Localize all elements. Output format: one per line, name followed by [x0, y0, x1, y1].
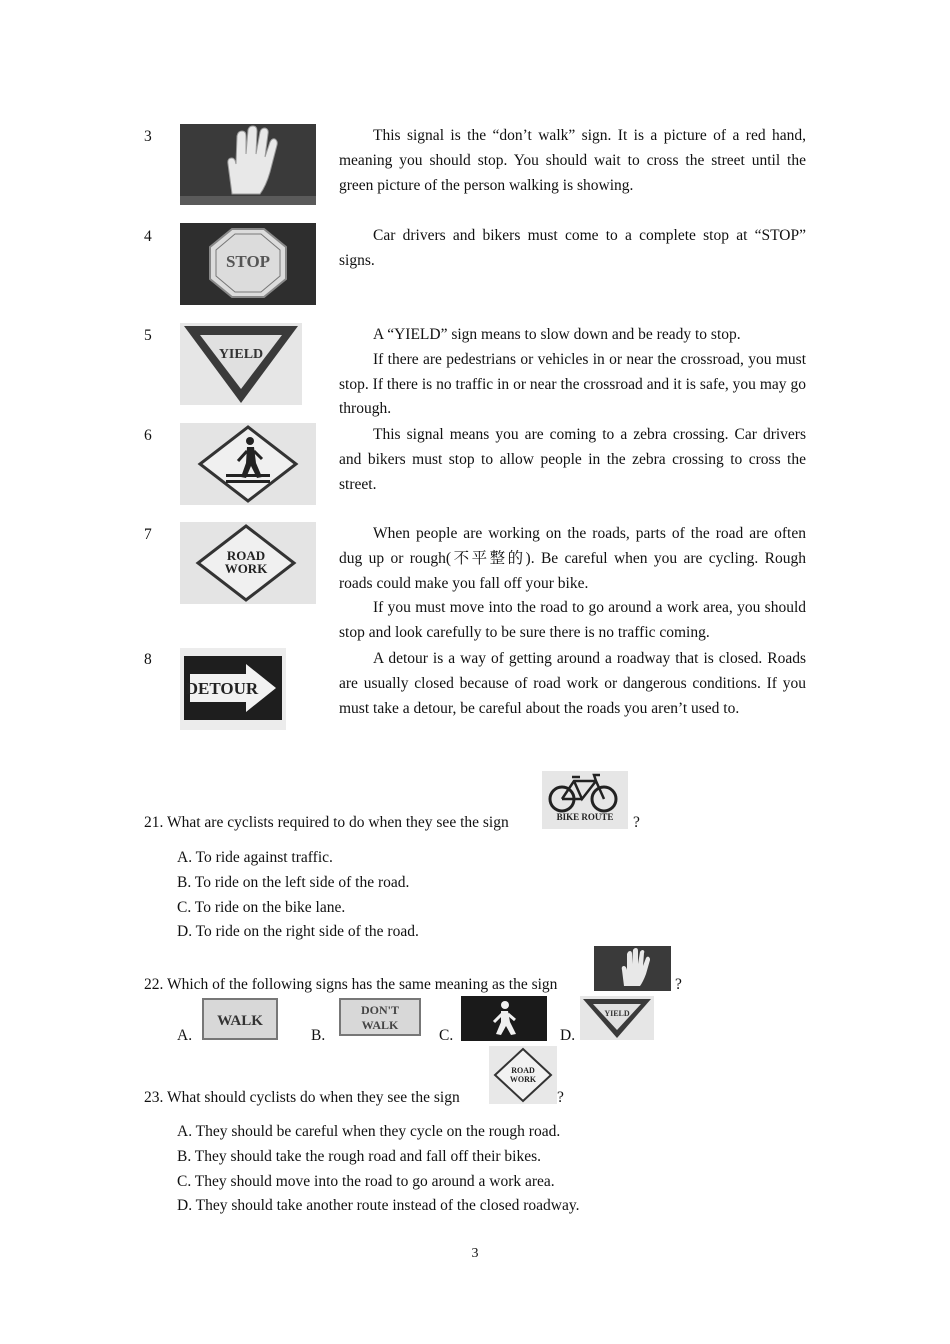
sign-number: 7	[144, 526, 152, 543]
description-paragraph: A “YIELD” sign means to slow down and be ready to stop.	[373, 326, 741, 343]
yield-sign-icon[interactable]	[580, 996, 654, 1040]
sign-number: 5	[144, 327, 152, 344]
sign-number: 6	[144, 427, 152, 444]
sign-image-text: ROAD	[511, 1066, 535, 1075]
option-letter: B.	[311, 1027, 326, 1044]
sign-image-text: STOP	[225, 252, 271, 271]
description-paragraph: If you must move into the road to go around a work area, you should stop and look carefully to be sure there is no traffic coming.	[339, 599, 806, 642]
option-letter: C.	[439, 1027, 454, 1044]
zebra-crossing-sign-icon	[180, 423, 316, 505]
sign-image-text: DETOUR	[185, 679, 259, 698]
option-c[interactable]: C. To ride on the bike lane.	[177, 898, 346, 916]
dont-walk-hand-sign-icon	[180, 124, 316, 205]
option-letter: A.	[177, 1027, 193, 1044]
road-work-sign-icon	[180, 522, 316, 604]
option-b[interactable]: B. They should take the rough road and fall off their bikes.	[177, 1147, 542, 1165]
question-mark: ?	[557, 1089, 564, 1106]
question-21	[144, 810, 509, 835]
sign-image-text: WORK	[224, 561, 268, 576]
road-work-sign-icon	[489, 1046, 557, 1104]
dont-walk-hand-sign-icon	[594, 946, 671, 991]
description-paragraph: A detour is a way of getting around a roadway that is closed. Roads are usually closed because of road work or dangerous conditions. If you must take a detour, be careful about the roads you aren’t used to.	[339, 650, 806, 717]
description-paragraph: If there are pedestrians or vehicles in or near the crossroad, you must stop. If there is no traffic in or near the crossroad and it is safe, you may go through.	[339, 350, 806, 418]
dont-walk-text-sign-icon[interactable]	[339, 998, 421, 1036]
page-number: 3	[471, 1246, 479, 1261]
description-paragraph: This signal is the “don’t walk” sign. It is a picture of a red hand, meaning you should stop. You should wait to cross the street until the green picture of the person walking is showing.	[339, 127, 806, 194]
sign-number: 4	[144, 228, 152, 245]
sign-image-text: BIKE ROUTE	[556, 812, 614, 822]
sign-image-text: YIELD	[218, 347, 264, 362]
sign-description	[339, 124, 806, 198]
bike-route-sign-icon	[542, 771, 628, 829]
options-list	[177, 1120, 579, 1219]
sign-image-text: WORK	[509, 1075, 537, 1084]
option-a[interactable]: A. To ride against traffic.	[177, 849, 333, 866]
stop-sign-icon	[180, 223, 316, 305]
option-d[interactable]	[560, 1023, 575, 1048]
option-d[interactable]: D. They should take another route instead of the closed roadway.	[177, 1197, 580, 1215]
sign-image-text: ROAD	[226, 548, 266, 563]
question-text: 23. What should cyclists do when they see the sign	[144, 1089, 460, 1106]
question-23	[144, 1085, 460, 1110]
description-paragraph: When people are working on the roads, parts of the road are often dug up or rough(不平整的). Be careful when you are cycling. Rough roads could make you fall off your bike.	[339, 525, 806, 592]
options-list	[177, 846, 419, 945]
sign-number: 8	[144, 651, 152, 668]
walking-person-sign-icon[interactable]	[461, 996, 547, 1041]
walk-sign-icon[interactable]	[202, 998, 278, 1040]
detour-sign-icon	[180, 648, 286, 730]
sign-description	[339, 522, 806, 646]
sign-description	[339, 224, 806, 274]
description-paragraph: Car drivers and bikers must come to a complete stop at “STOP” signs.	[339, 227, 806, 269]
option-b[interactable]	[311, 1023, 325, 1048]
option-c[interactable]: C. They should move into the road to go around a work area.	[177, 1172, 555, 1190]
sign-number: 3	[144, 128, 152, 145]
option-a[interactable]	[177, 1023, 192, 1048]
description-paragraph: This signal means you are coming to a zebra crossing. Car drivers and bikers must stop to allow people in the zebra crossing to cross the street.	[339, 426, 806, 493]
sign-description	[339, 423, 806, 497]
option-b[interactable]: B. To ride on the left side of the road.	[177, 873, 410, 891]
sign-image-text: WALK	[217, 1013, 263, 1029]
sign-image-text: DON'T	[360, 1003, 400, 1017]
question-mark: ?	[633, 814, 640, 831]
option-a[interactable]: A. They should be careful when they cycle on the rough road.	[177, 1123, 561, 1140]
sign-image-text: WALK	[361, 1018, 399, 1032]
sign-description	[339, 647, 806, 721]
question-22	[144, 972, 557, 997]
option-letter: D.	[560, 1027, 576, 1044]
yield-sign-icon	[180, 323, 302, 405]
option-c[interactable]	[439, 1023, 453, 1048]
question-mark: ?	[675, 976, 682, 993]
sign-image-text: YIELD	[604, 1009, 630, 1018]
option-d[interactable]: D. To ride on the right side of the road.	[177, 923, 419, 941]
sign-description	[339, 323, 806, 422]
question-text: 21. What are cyclists required to do when they see the sign	[144, 814, 509, 831]
question-text: 22. Which of the following signs has the same meaning as the sign	[144, 976, 558, 993]
